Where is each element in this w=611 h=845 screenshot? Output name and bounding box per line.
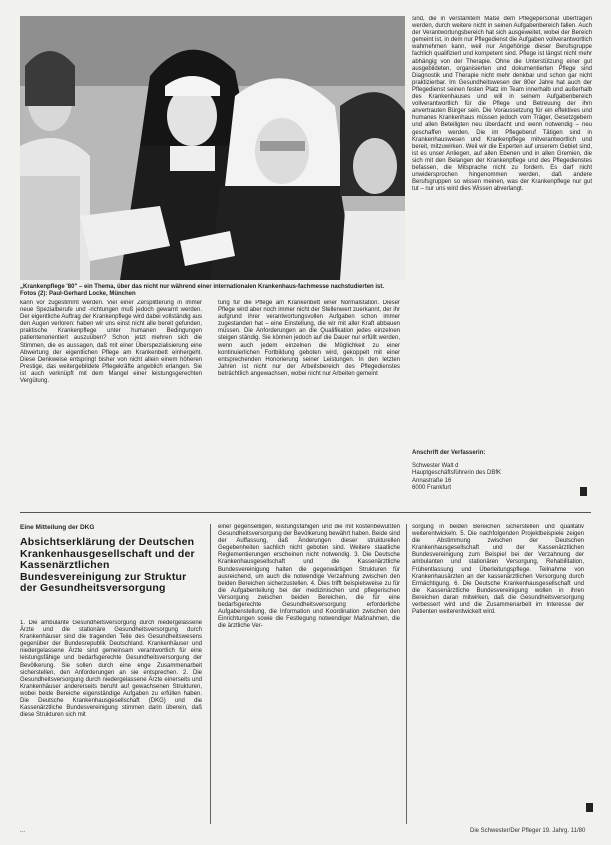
article-middle-column [218, 300, 400, 505]
article-right-text: sind, die in verstärktem Maße dem Pflegepersonal übertragen werden, durch weitere nicht in seinen Aufgabenbereich fallen. Auch der Verantwortungsbereich hat sich ausgeweitet, wobei der Bereich gemeint ist, in dem nur Pflegedienst die Aufgaben vollverantwortlich wahrnehmen kann, weil nur Angehörige dieser Berufsgruppe fachlich qualifiziert und kompetent sind. Pflege ist längst nicht mehr abhängig von der Therapie. Ohne die Unterstützung einer gut ausgebildeten, organisierten und dokumentierten Pflege sind Diagnostik und Therapie nicht mehr denkbar und schon gar nicht praktizierbar. Im Gesundheitswesen der 80er Jahre hat auch der Pflegedienst seinen festen Platz im Team innerhalb und außerhalb des Krankenhauses und will in seinem Aufgabenbereich vollverantwortlich für die Pflege und Betreuung der ihm anvertrauten Bürger sein. Die Voraussetzung für ein effektives und humanes Krankenhaus müssen jedoch vom Träger, Gesetzgebern und allen Beteiligten neu überdacht und wenn notwendig – neu geschaffen werden. Die im Pflegeberuf Tätigen sind in Krankenhauswesen und Krankenpflege mitverantwortlich und bereit, mitzuwirken. Weil wir die Experten auf unserem Gebiet sind, ist es unser Anliegen, auf allen Ebenen und in allen Gremien, die sich mit den Belangen der Krankenpflege und des Pflegedienstes befassen, die Mitsprache nicht zu fordern. Es darf nicht unwidersprochen hingenommen werden, daß andere Berufsgruppen so wissen meinen, was der Krankenpflege nur gut tut – nur uns wird dies Wissen abverlangt. [412, 16, 592, 193]
author-line2: Hauptgeschäftsführerin des DBfK [412, 470, 502, 477]
box-headline: Absichtserklärung der Deutschen Krankenhausgesellschaft und der Kassenärztlichen Bundesvereinigung zur Struktur der Gesundheitsversorgung [20, 536, 195, 594]
article-left-column [20, 300, 202, 505]
box-column-2 [218, 524, 400, 820]
column-rule-1 [210, 524, 211, 824]
caption-text: „Krankenpflege '80" – ein Thema, über das nicht nur während einer internationalen Krankenhaus-fachmesse nachstudierten ist. [20, 284, 385, 290]
author-line4: 6000 Frankfurt [412, 484, 452, 491]
article-left-text: kann vor zugestimmt werden. Viel einer Zersplitterung in immer neue Spezialberufe und -richtungen muß jedoch gewarnt werden. Der eigentliche Auftrag der Krankenpflege wird dabei vollständig aus den Augen verloren: haben wir uns einst nicht alle bereit gefunden, praktische Krankenpflege unter humanen Bedingungen patientenorientiert auszuüben? Schon jetzt mehren sich die Stimmen, die es aussagen, daß mit einer Überspezialisierung eine Abwertung der eigentlichen Pflege am Krankenbett einhergeht. Diese Denkweise entspringt bisher von nicht allein einem höheren Prestige, das weitergebildete Pflegekräfte angeblich erlangen. Sie ist auch verknüpft mit dem Mangel einer leistungsgerechten Vergütung. [20, 300, 202, 385]
box-kicker: Eine Mitteilung der DKG [20, 524, 95, 531]
column-rule-2 [406, 524, 407, 824]
author-address [412, 450, 592, 492]
box-col1-text: 1. Die ambulante Gesundheitsversorgung durch niedergelassene Ärzte und die stationäre Gesundheitsversorgung durch Krankenhäuser sind die tragenden Teile des Gesundheitswesens gegenüber der Bundesrepublik Deutschland. Krankenhäuser und niedergelassene Ärzte sind gemeinsam verantwortlich für eine leistungsfähige und bedarfsgerechte Gesundheitsversorgung der Bevölkerung. Sie sollen durch eine enge Zusammenarbeit sicherstellen, den Anforderungen an sie entsprechen. 2. Die Gesundheitsversorgung durch niedergelassene Ärzte einerseits und Krankenhäuser andererseits beruht auf gewachsenen Strukturen, wobei beide Bereiche eigenständige Aufgaben zu erfüllen haben. Die Deutsche Krankenhausgesellschaft (DKG) und die Kassenärztliche Bundesvereinigung stimmen darin überein, daß diese Strukturen sich mit [20, 620, 202, 719]
footer-journal: Die Schwester/Der Pfleger 19. Jahrg. 11/80 [470, 828, 586, 834]
article-middle-text: tung für die Pflege am Krankenbett einer Normalstation. Dieser Pflege wird aber noch immer nicht der Stellenwert zuerkannt, der ihr aufgrund ihrer verantwortungsvollen Aufgaben schon immer zugestanden hat – eine Einstellung, die wir mit aller Kraft abbauen müssen. Die Anforderungen an die Qualifikation jedes einzelnen steigen ständig. Sie können jedoch auf die Dauer nur erfüllt werden, wenn auch jedem einzelnen die Möglichkeit zu einer kontinuierlichen Fortbildung geboten wird, gekoppelt mit einer entsprechenden Honorierung seiner Leistungen. In den letzten Jahren ist nicht nur der Arbeitsbereich des Pflegedienstes beträchtlich angewachsen, wobei nicht nur Arbeiten gemeint [218, 300, 400, 377]
article-end-marker [580, 487, 587, 496]
dkg-box-title [20, 524, 202, 595]
photo-caption [20, 284, 405, 298]
author-line3: Annastraße 16 [412, 477, 452, 484]
box-end-marker [586, 803, 593, 812]
article-right-column [412, 16, 592, 421]
section-divider [20, 512, 591, 513]
box-col2-text: einer gegenseitigen, leistungsfähigen und die mit kostenbewußten Gesundheitsversorgung der Bevölkerung bewährt haben. Beide sind der Auffassung, daß Änderungen dieser strukturellen Gegebenheiten sachlich nicht geboten sind. Weitere staatliche Reglementierungen erscheinen nicht notwendig. 3. Die Deutsche Krankenhausgesellschaft und die Kassenärztliche Bundesvereinigung halten die gegenwärtigen Strukturen für ausreichend, um auch die notwendige Verzahnung zwischen den beiden Bereichen sicherzustellen. 4. Dies trifft beispielsweise zu für die Aufgabenteilung bei der medizinischen und pflegerischen Versorgung zwischen beiden Bereichen, die für eine bedarfsgerechte Gesundheitsversorgung erforderliche Aufgabenstellung, die Information und Koordination zwischen den Einrichtungen sowie die Festlegung notwendiger Maßnahmen, die die ärztliche Ver- [218, 524, 400, 630]
box-col3-text: sorgung in beiden Bereichen sicherstellen und qualitativ weiterentwickeln. 5. Die nachfolgenden Projektbeispiele zeigen die Abstimmung zwischen der Deutschen Krankenhausgesellschaft und der Kassenärztlichen Bundesvereinigung zum Beispiel bei der Verzahnung der ambulanten und stationären Versorgung, Rehabilitation, Frühentlassung und Überleitungspflege. Teilnahme von Krankenhausärzten an der kassenärztlichen Versorgung durch Ermächtigung. 6. Die Deutsche Krankenhausgesellschaft und die Kassenärztliche Bundesvereinigung wollen in ihren Bereichen daran mitwirken, daß die Gesundheitsversorgung verbessert wird und die Zusammenarbeit im Interesse der Patienten weiterentwickelt wird. [412, 524, 584, 616]
photo-credit: Fotos (2): Paul-Gerhard Locke, München [20, 291, 136, 297]
author-label: Anschrift der Verfasserin: [412, 450, 486, 456]
author-name: Schwester Walt d [412, 463, 459, 470]
photo-illustration [20, 16, 405, 280]
box-column-3 [412, 524, 584, 820]
footer-page-number: ... [20, 828, 26, 834]
box-column-1 [20, 620, 202, 820]
photo-nuns-listening [20, 16, 405, 280]
